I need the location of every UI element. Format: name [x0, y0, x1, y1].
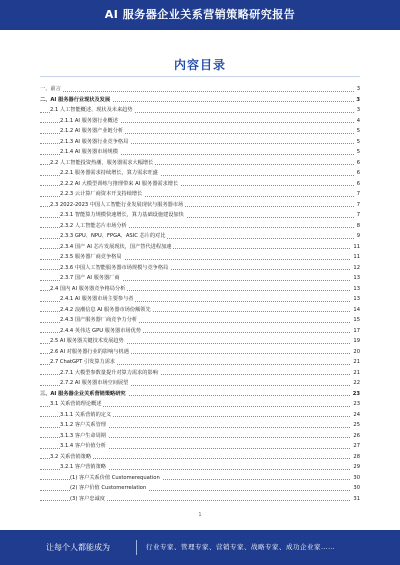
toc-entry-title: 2.3.1 智能算力规模快速增长，算力基础设施建设加快: [60, 210, 186, 221]
toc-entry-page: 28: [351, 452, 360, 463]
toc-entry-title: 三、AI 服务器企业关系营销策略研究: [40, 389, 128, 400]
toc-entry-page: 20: [351, 347, 360, 358]
toc-entry-title: 3.1.4 客户价值分析: [60, 441, 108, 452]
toc-entry-title: 2.1 人工智能概述、现状及未来趋势: [50, 105, 135, 116]
toc-entry-page: 5: [355, 137, 360, 148]
toc-entry[interactable]: [40, 347, 360, 358]
toc-entry[interactable]: [40, 483, 360, 494]
toc-entry[interactable]: [40, 441, 360, 452]
toc-entry-page: 7: [355, 200, 360, 211]
page-number: 1: [198, 512, 202, 518]
toc-entry-page: 14: [351, 305, 360, 316]
table-of-contents: [40, 84, 360, 504]
toc-entry[interactable]: [40, 126, 360, 137]
toc-entry-title: (1) 客户关系价值 Customerequation: [70, 473, 162, 484]
toc-entry-title: 3.1.3 客户生命周期: [60, 431, 108, 442]
toc-entry-page: 22: [351, 378, 360, 389]
toc-entry[interactable]: [40, 263, 360, 274]
toc-entry[interactable]: [40, 368, 360, 379]
toc-entry-title: 2.6 AI 对服务器行业的影响与机遇: [50, 347, 131, 358]
toc-entry-title: 2.4.4 英伟达 GPU 服务器市场优势: [60, 326, 143, 337]
toc-entry[interactable]: [40, 315, 360, 326]
toc-entry-title: 2.2 人工智能投资热潮，服务器需求大幅增长: [50, 158, 155, 169]
toc-entry-page: 3: [355, 105, 360, 116]
toc-entry-page: 3: [355, 84, 360, 95]
toc-entry[interactable]: [40, 221, 360, 232]
toc-entry-title: 2.4.2 浪潮信息 AI 服务器市场份额领先: [60, 305, 153, 316]
toc-entry[interactable]: [40, 452, 360, 463]
toc-entry[interactable]: [40, 179, 360, 190]
toc-entry[interactable]: [40, 137, 360, 148]
toc-entry[interactable]: [40, 357, 360, 368]
toc-entry-title: 一、前言: [40, 84, 63, 95]
report-title: AI 服务器企业关系营销策略研究报告: [104, 8, 296, 21]
toc-heading-rule: [40, 76, 360, 77]
footer-tagline: 行业专家、管理专家、营销专家、战略专家、成功企业家……: [146, 543, 335, 551]
footer-bar: [0, 530, 400, 565]
toc-entry-title: 2.3.3 GPU、NPU、FPGA、ASIC 芯片的对比: [60, 231, 167, 242]
toc-leader-dots: [40, 91, 360, 92]
toc-entry-page: 15: [351, 315, 360, 326]
toc-entry-title: 3.2.1 客户营销策略: [60, 462, 108, 473]
toc-entry-page: 29: [351, 462, 360, 473]
toc-entry-page: 21: [351, 357, 360, 368]
toc-entry-title: 2.7 ChatGPT 引发算力需求: [50, 357, 117, 368]
toc-entry[interactable]: [40, 273, 360, 284]
toc-entry-title: 2.4 国内 AI 服务器竞争格局分析: [50, 284, 127, 295]
toc-entry-page: 11: [351, 242, 360, 253]
toc-entry-page: 23: [351, 389, 360, 400]
toc-entry-page: 13: [351, 284, 360, 295]
toc-entry-page: 3: [354, 95, 360, 106]
toc-entry[interactable]: [40, 494, 360, 505]
toc-entry[interactable]: [40, 231, 360, 242]
toc-entry-title: 2.7.1 大模型参数量提升对算力需求的影响: [60, 368, 160, 379]
toc-entry-page: 12: [351, 263, 360, 274]
toc-entry-title: 2.4.3 国产服务器厂商竞争力分析: [60, 315, 139, 326]
toc-entry-title: 二、AI 服务器行业现状及发展: [40, 95, 112, 106]
toc-entry-page: 31: [351, 494, 360, 505]
toc-entry[interactable]: [40, 210, 360, 221]
toc-entry-title: 2.1.2 AI 服务器产业链分析: [60, 126, 125, 137]
footer-slogan: 让每个人都能成为: [46, 543, 110, 552]
toc-entry[interactable]: [40, 252, 360, 263]
toc-entry-page: 26: [351, 431, 360, 442]
toc-entry-page: 19: [351, 336, 360, 347]
toc-entry[interactable]: [40, 473, 360, 484]
toc-entry-page: 7: [355, 189, 360, 200]
toc-heading: 内容目录: [173, 58, 226, 72]
toc-entry-page: 8: [355, 221, 360, 232]
toc-entry[interactable]: [40, 84, 360, 95]
toc-entry-title: 2.3.7 国产 AI 服务器厂商: [60, 273, 122, 284]
toc-entry[interactable]: [40, 326, 360, 337]
toc-entry[interactable]: [40, 305, 360, 316]
toc-entry-page: 30: [351, 473, 360, 484]
toc-entry-page: 13: [351, 273, 360, 284]
toc-entry-title: 2.2.2 AI 大模型训练与推理带来 AI 服务器需求增长: [60, 179, 180, 190]
toc-entry[interactable]: [40, 284, 360, 295]
toc-entry-title: 3.1.1 关系营销的定义: [60, 410, 113, 421]
toc-entry-title: 2.3.2 人工智能芯片市场分析: [60, 221, 129, 232]
toc-entry-page: 13: [351, 294, 360, 305]
toc-entry[interactable]: [40, 95, 360, 106]
toc-entry[interactable]: [40, 336, 360, 347]
toc-entry-page: 23: [351, 399, 360, 410]
toc-entry[interactable]: [40, 242, 360, 253]
toc-entry-title: 2.3.6 中国人工智能服务器市场规模与竞争格局: [60, 263, 170, 274]
toc-entry-page: 11: [351, 252, 360, 263]
toc-entry-page: 24: [351, 410, 360, 421]
toc-entry-title: 3.1.2 客户关系管理: [60, 420, 108, 431]
toc-entry-page: 6: [355, 168, 360, 179]
toc-entry-page: 17: [351, 326, 360, 337]
toc-entry-title: 2.2.1 服务器需求持续增长，算力需求旺盛: [60, 168, 160, 179]
toc-entry-title: 2.4.1 AI 服务器市场主要参与者: [60, 294, 135, 305]
toc-entry[interactable]: [40, 294, 360, 305]
toc-entry-title: 2.1.1 AI 服务器行业概述: [60, 116, 120, 127]
toc-entry-page: 7: [355, 210, 360, 221]
toc-entry[interactable]: [40, 462, 360, 473]
toc-entry-page: 9: [355, 231, 360, 242]
toc-entry-title: 2.1.3 AI 服务器行业竞争格局: [60, 137, 130, 148]
toc-entry-title: 2.3.5 服务器厂商竞争格局: [60, 252, 124, 263]
toc-entry-page: 6: [355, 158, 360, 169]
toc-entry[interactable]: [40, 189, 360, 200]
toc-entry-page: 21: [351, 368, 360, 379]
toc-entry[interactable]: [40, 378, 360, 389]
toc-entry-title: 2.5 AI 服务器关键技术发展趋势: [50, 336, 126, 347]
toc-entry[interactable]: [40, 420, 360, 431]
toc-entry-page: 30: [351, 483, 360, 494]
toc-entry[interactable]: [40, 116, 360, 127]
toc-entry-page: 6: [355, 179, 360, 190]
toc-entry[interactable]: [40, 389, 360, 400]
toc-entry-title: (2) 客户价值 Customerrelation: [70, 483, 148, 494]
toc-entry[interactable]: [40, 399, 360, 410]
toc-entry-title: 3.2 关系营销策略: [50, 452, 93, 463]
toc-entry[interactable]: [40, 200, 360, 211]
toc-entry-page: 4: [355, 116, 360, 127]
toc-entry-page: 25: [351, 420, 360, 431]
toc-entry-title: (3) 客户忠诚度: [70, 494, 107, 505]
toc-entry[interactable]: [40, 147, 360, 158]
toc-entry[interactable]: [40, 431, 360, 442]
footer-divider: [136, 540, 137, 555]
toc-entry[interactable]: [40, 158, 360, 169]
toc-entry[interactable]: [40, 410, 360, 421]
report-header-bar: [0, 0, 400, 30]
toc-entry-title: 3.1 关系营销理论概述: [50, 399, 103, 410]
toc-entry-title: 2.2.3 云计算厂商资本开支持续增长: [60, 189, 144, 200]
toc-entry-page: 5: [355, 126, 360, 137]
toc-entry-title: 2.7.2 AI 服务器市场空间展望: [60, 378, 130, 389]
toc-entry-title: 2.3.4 国产 AI 芯片发展现状，国产替代进程加速: [60, 242, 173, 253]
toc-entry-page: 5: [355, 147, 360, 158]
toc-entry[interactable]: [40, 168, 360, 179]
toc-entry-title: 2.3 2022-2023 中国人工智能行业发展现状与服务器市场: [50, 200, 185, 211]
toc-entry[interactable]: [40, 105, 360, 116]
toc-entry-page: 27: [351, 441, 360, 452]
toc-entry-title: 2.1.4 AI 服务器市场规模: [60, 147, 120, 158]
